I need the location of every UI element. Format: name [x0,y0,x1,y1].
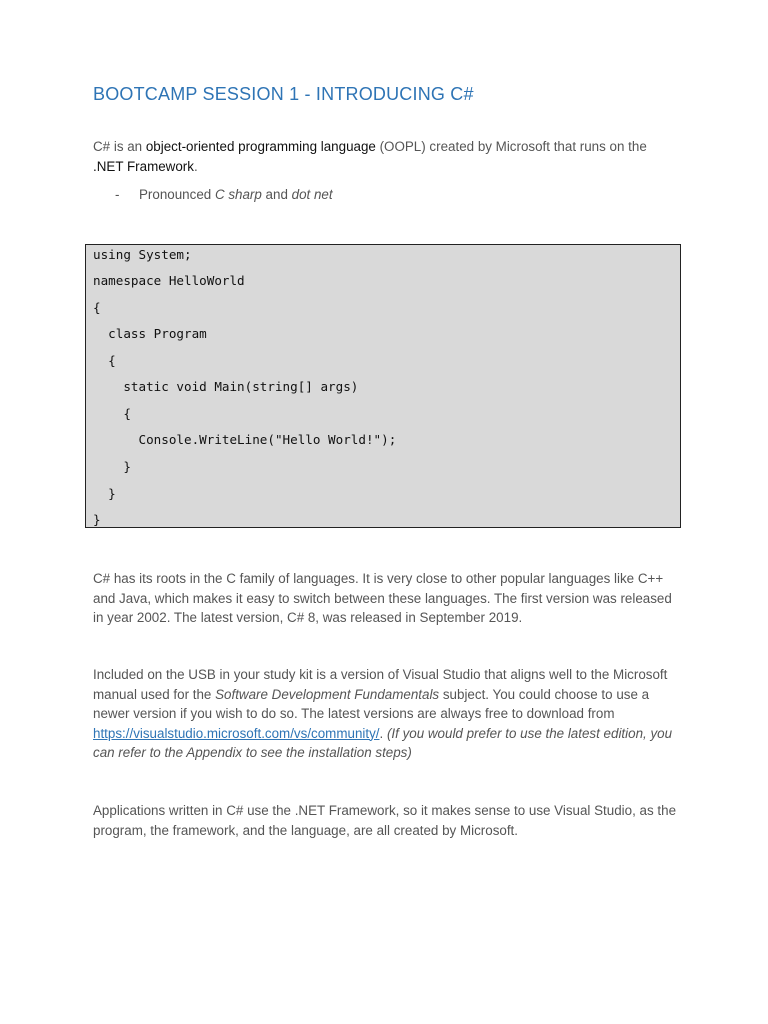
framework-paragraph: Applications written in C# use the .NET Framework, so it makes sense to use Visual Studio, as the program, the framework, and the language, are all created by Microsoft. [93,803,677,838]
net-framework-term: .NET Framework [93,159,194,174]
oopl-term: object-oriented programming language [145,139,376,154]
code-line: { [93,406,131,421]
code-line: Console.WriteLine("Hello World!"); [93,432,397,447]
code-line: } [93,512,101,527]
intro-paragraph [93,137,683,177]
vs-text-2: subject. You could choose to use a newer version if you wish to do so. The latest versions are always free to download from [93,686,650,721]
vs-text-3: . [379,725,387,741]
dot-net-term: dot net [291,187,333,202]
code-line: namespace HelloWorld [93,273,245,288]
visual-studio-paragraph [93,665,683,763]
bullet-text-1: Pronounced [139,187,215,202]
intro-text-2: (OOPL) created by Microsoft that runs on the [375,139,647,154]
subject-name: Software Development Fundamentals [215,686,440,702]
code-block [85,244,681,528]
code-line: { [93,300,101,315]
page-title: BOOTCAMP SESSION 1 - INTRODUCING C# [93,84,474,104]
code-line: { [93,353,116,368]
code-line: static void Main(string[] args) [93,379,359,394]
appendix-note: (If you would prefer to use the latest edition, you can refer to the Appendix to see the installation steps) [93,725,673,760]
vs-text-1: Included on the USB in your study kit is a version of Visual Studio that aligns well to the Microsoft manual used for the [93,667,668,702]
c-sharp-term: C sharp [214,187,262,202]
pronunciation-bullet [115,185,333,205]
code-line: } [93,459,131,474]
history-paragraph: C# has its roots in the C family of languages. It is very close to other popular languages like C++ and Java, which makes it easy to switch between these languages. The first version was released in year 2002. The latest version, C# 8, was released in September 2019. [93,571,672,625]
visual-studio-link[interactable]: https://visualstudio.microsoft.com/vs/community/ [93,725,380,741]
code-line: using System; [93,247,192,262]
bullet-text-2: and [261,187,292,202]
code-line: class Program [93,326,207,341]
intro-text-3: . [193,159,198,174]
intro-text-1: C# is an [93,139,146,154]
bullet-dash: - [115,187,120,202]
code-line: } [93,486,116,501]
